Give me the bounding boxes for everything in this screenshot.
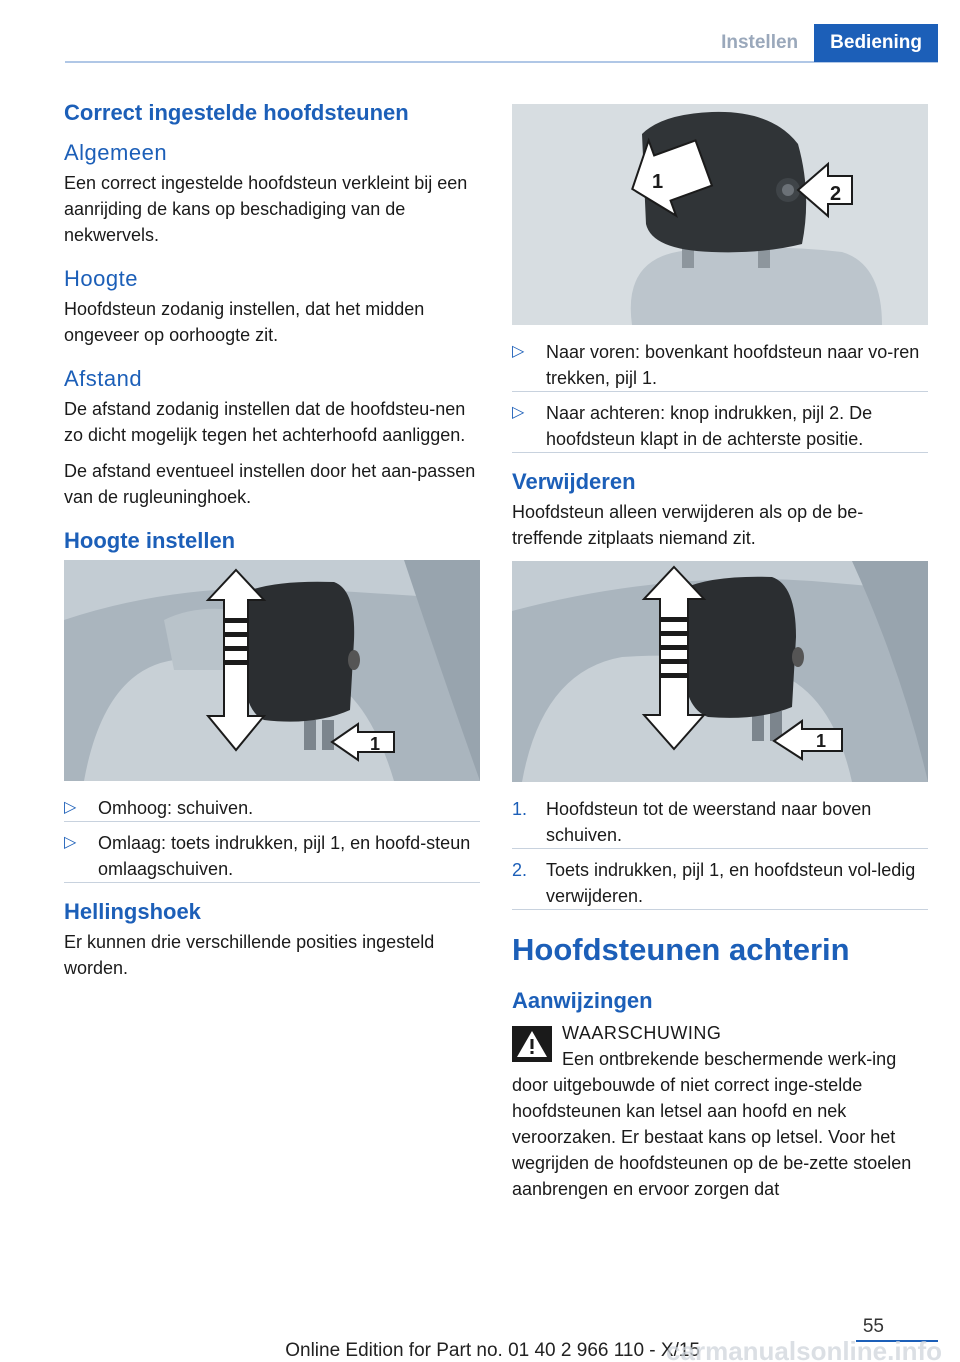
algemeen-heading: Algemeen [64, 140, 168, 165]
headrest-tilt-illustration [512, 104, 928, 325]
achterin-heading: Hoofdsteunen achterin [512, 932, 850, 967]
headrest-remove-figure [512, 561, 928, 782]
section-title: Correct ingestelde hoofdsteunen [64, 100, 409, 125]
headrest-height-illustration [64, 560, 480, 781]
header-divider [65, 61, 938, 63]
warning-title: WAARSCHUWING [562, 1023, 722, 1043]
verwijderen-text: Hoofdsteun alleen verwijderen als op de be-treffende zitplaats niemand zit. [512, 502, 864, 548]
edition-info: Online Edition for Part no. 01 40 2 966 110 - X/15 [285, 1340, 700, 1361]
remove-steps [512, 796, 928, 910]
afstand-text-1: De afstand zodanig instellen dat de hoofdsteu-nen zo dicht mogelijk tegen het achterhoofd aanliggen. [64, 399, 466, 445]
hoogte-heading: Hoogte [64, 266, 138, 291]
list-item: ▷ Naar voren: bovenkant hoofdsteun naar vo-ren trekken, pijl 1. [512, 339, 928, 392]
headrest-remove-illustration [512, 561, 928, 782]
list-item: 1. Hoofdsteun tot de weerstand naar boven schuiven. [512, 796, 928, 849]
height-bullets [64, 795, 480, 883]
warning-icon [512, 1026, 552, 1062]
figure2-arrow-label-2: 2 [830, 183, 842, 205]
figure3-arrow-label: 1 [816, 731, 827, 751]
list-item: ▷ Omhoog: schuiven. [64, 795, 480, 822]
figure2-arrow-label-1: 1 [652, 171, 664, 193]
warning-box [512, 1020, 928, 1202]
triangle-bullet-icon: ▷ [64, 799, 77, 816]
triangle-bullet-icon: ▷ [512, 404, 525, 421]
headrest-tilt-figure [512, 104, 928, 325]
list-item: ▷ Omlaag: toets indrukken, pijl 1, en hoofd-steun omlaagschuiven. [64, 830, 480, 883]
tab-bediening[interactable]: Bediening [814, 24, 938, 62]
warning-text: Een ontbrekende beschermende werk-ing door uitgebouwde of niet correct inge-stelde hoofdsteunen kan letsel aan hoofd en nek veroorzaken. Er bestaat kans op letsel. Voor het wegrijden de hoofdsteunen op de be-zette stoelen aanbrengen en ervoor zorgen dat [512, 1049, 912, 1199]
aanwijzingen-heading: Aanwijzingen [512, 988, 653, 1013]
headrest-height-figure [64, 560, 480, 781]
hellingshoek-text: Er kunnen drie verschillende posities ingesteld worden. [64, 932, 435, 978]
figure1-arrow-label: 1 [370, 734, 381, 754]
list-item: 2. Toets indrukken, pijl 1, en hoofdsteun vol-ledig verwijderen. [512, 857, 928, 910]
step-number: 1. [512, 799, 528, 819]
hoogte-text: Hoofdsteun zodanig instellen, dat het midden ongeveer op oorhoogte zit. [64, 299, 425, 345]
left-column [64, 100, 480, 991]
list-item: ▷ Naar achteren: knop indrukken, pijl 2. De hoofdsteun klapt in de achterste positie. [512, 400, 928, 453]
afstand-text-2: De afstand eventueel instellen door het aan-passen van de rugleuninghoek. [64, 461, 476, 507]
verwijderen-heading: Verwijderen [512, 469, 636, 494]
step-number: 2. [512, 860, 528, 880]
hellingshoek-heading: Hellingshoek [64, 899, 201, 924]
right-column [512, 104, 928, 1202]
hoogte-instellen-heading: Hoogte instellen [64, 528, 236, 553]
watermark: carmanualsonline.info [666, 1336, 942, 1362]
tab-instellen[interactable]: Instellen [721, 32, 799, 53]
tilt-bullets [512, 339, 928, 453]
page-number: 55 [862, 1316, 884, 1337]
afstand-heading: Afstand [64, 366, 143, 391]
triangle-bullet-icon: ▷ [512, 343, 525, 360]
header-tabs [705, 24, 938, 62]
algemeen-text: Een correct ingestelde hoofdsteun verkleint bij een aanrijding de kans op beschadiging van de nekwervels. [64, 173, 468, 245]
triangle-bullet-icon: ▷ [64, 834, 77, 851]
